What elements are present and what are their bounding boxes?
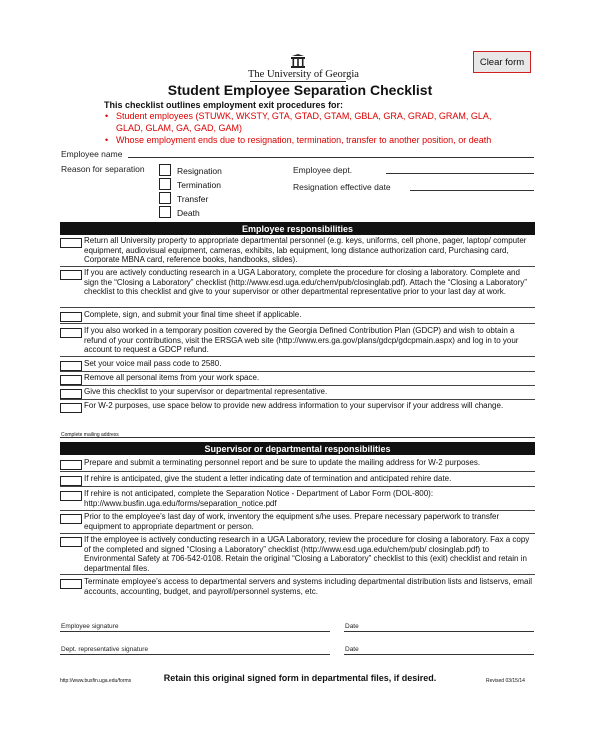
checklist-item [60, 474, 535, 487]
logo-text: The University of Georgia [248, 69, 359, 80]
employee-signature-label: Employee signature [61, 623, 119, 630]
footer-url: http://www.busfin.uga.edu/forms [60, 678, 132, 684]
termination-label: Termination [177, 180, 221, 190]
item-checkbox[interactable] [60, 491, 82, 501]
employee-name-label: Employee name [61, 149, 123, 159]
checklist-item [60, 373, 535, 386]
checklist-item [60, 326, 535, 357]
resignation-checkbox[interactable] [159, 164, 171, 176]
item-text: Return all University property to appropriate departmental personnel (e.g. keys, uniforms, cell phone, pager, laptop/ computer equipment, audiovisual equipment, cameras, exhibits, lab equipment, long distance authorization card, Purchasing card, Corporate MBNA card, reference books, handbooks, slides). [84, 236, 527, 265]
bullet-item: • Student employees (STUWK, WKSTY, GTA, GTAD, GTAM, GBLA, GRA, GRAD, GRAM, GLA, GLAD, GLAM, GA, GAD, GAM) [104, 110, 504, 134]
footer-retain-note: Retain this original signed form in departmental files, if desired. [163, 673, 437, 683]
checklist-item [60, 359, 535, 372]
checklist-item [60, 535, 535, 575]
item-checkbox[interactable] [60, 389, 82, 399]
item-text: If rehire is anticipated, give the student a letter indicating date of termination and anticipated rehire date. [84, 474, 452, 483]
item-checkbox[interactable] [60, 375, 82, 385]
supervisor-section-heading: Supervisor or departmental responsibilities [60, 442, 535, 455]
item-text: Remove all personal items from your work space. [84, 373, 260, 382]
employee-name-field[interactable] [128, 157, 534, 158]
death-checkbox[interactable] [159, 206, 171, 218]
item-text: Give this checklist to your supervisor or departmental representative. [84, 387, 328, 396]
intro-text: This checklist outlines employment exit procedures for: [104, 100, 344, 110]
arch-icon [290, 54, 306, 68]
dept-rep-signature-field[interactable] [60, 654, 330, 655]
item-text: If you are actively conducting research in a UGA Laboratory, complete the procedure for closing a laboratory. Complete and sign the “Closing a Laboratory” checklist (http://www.esd.uga.edu/chem/pub/closinglab.pdf). Attach the “Closing a Laboratory” checklist to this checklist and give to your supervisor or other departmental representative prior to your last day at work. [84, 268, 527, 297]
item-text: Prior to the employee’s last day of work, inventory the equipment s/he uses. Prepare necessary paperwork to transfer equipment to appropriate department or person. [84, 512, 500, 531]
reason-label: Reason for separation [61, 164, 145, 174]
checklist-item [60, 387, 535, 400]
resignation-date-field[interactable] [410, 190, 534, 191]
employee-signature-field[interactable] [60, 631, 330, 632]
bullet-item: • Whose employment ends due to resignation, termination, transfer to another position, or death [104, 134, 504, 146]
item-checkbox[interactable] [60, 537, 82, 547]
employee-dept-label: Employee dept. [293, 165, 353, 175]
termination-checkbox[interactable] [159, 178, 171, 190]
checklist-item [60, 401, 535, 415]
item-text: If you also worked in a temporary position covered by the Georgia Defined Contribution Plan (GDCP) and wish to obtain a refund of your contributions, visit the ERSGA web site (http://www.ers.ga.gov/plans/gdcp/gdcpmain.aspx) and log in to your account to request a GDCP refund. [84, 326, 519, 355]
transfer-label: Transfer [177, 194, 209, 204]
resignation-date-label: Resignation effective date [293, 182, 391, 192]
item-checkbox[interactable] [60, 238, 82, 248]
item-checkbox[interactable] [60, 476, 82, 486]
item-text: For W-2 purposes, use space below to provide new address information to your supervisor if your address will change. [84, 401, 504, 410]
item-checkbox[interactable] [60, 312, 82, 322]
checklist-item [60, 236, 535, 267]
footer-revised: Revised 03/15/14 [486, 678, 525, 684]
death-label: Death [177, 208, 200, 218]
checklist-item [60, 268, 535, 308]
mailing-address-field[interactable] [60, 437, 535, 438]
transfer-checkbox[interactable] [159, 192, 171, 204]
checklist-item [60, 512, 535, 534]
item-checkbox[interactable] [60, 361, 82, 371]
item-text: Set your voice mail pass code to 2580. [84, 359, 222, 368]
date-label: Date [345, 623, 359, 630]
date-field[interactable] [344, 654, 534, 655]
resignation-label: Resignation [177, 166, 222, 176]
page-title: Student Employee Separation Checklist [167, 82, 433, 98]
item-checkbox[interactable] [60, 328, 82, 338]
item-checkbox[interactable] [60, 514, 82, 524]
item-checkbox[interactable] [60, 579, 82, 589]
checklist-item [60, 310, 535, 324]
bullet-list [104, 110, 504, 146]
item-checkbox[interactable] [60, 270, 82, 280]
employee-dept-field[interactable] [386, 173, 534, 174]
item-checkbox[interactable] [60, 403, 82, 413]
item-text: If rehire is not anticipated, complete the Separation Notice - Department of Labor Form (DOL-800): http://www.busfin.uga.edu/forms/separation_notice.pdf [84, 489, 434, 508]
date-field[interactable] [344, 631, 534, 632]
item-text: Terminate employee’s access to departmental servers and systems including departmental distribution lists and listservs, email accounts, accounting, budget, and payroll/personnel systems, etc. [84, 577, 533, 596]
university-logo [248, 54, 359, 82]
item-text: Prepare and submit a terminating personnel report and be sure to update the mailing address for W-2 purposes. [84, 458, 481, 467]
date-label: Date [345, 646, 359, 653]
item-text: Complete, sign, and submit your final time sheet if applicable. [84, 310, 302, 319]
clear-form-button[interactable]: Clear form [473, 51, 531, 73]
item-text: If the employee is actively conducting research in a UGA Laboratory, review the procedure for closing a laboratory. Fax a copy of the completed and signed “Closing a Laboratory” checklist (http://www.esd.uga.edu/chem/pub/ closinglab.pdf) to Environmental Safety at 706-542-0108. Retain the original “Closing a Laboratory” checklist to this (exit) checklist and retain in departmental files. [84, 535, 530, 573]
employee-section-heading: Employee responsibilities [60, 222, 535, 235]
dept-rep-signature-label: Dept. representative signature [61, 646, 149, 653]
item-checkbox[interactable] [60, 460, 82, 470]
checklist-item [60, 458, 535, 472]
mailing-address-label: Complete mailing address [61, 432, 119, 438]
checklist-item [60, 489, 535, 511]
checklist-item [60, 577, 535, 599]
